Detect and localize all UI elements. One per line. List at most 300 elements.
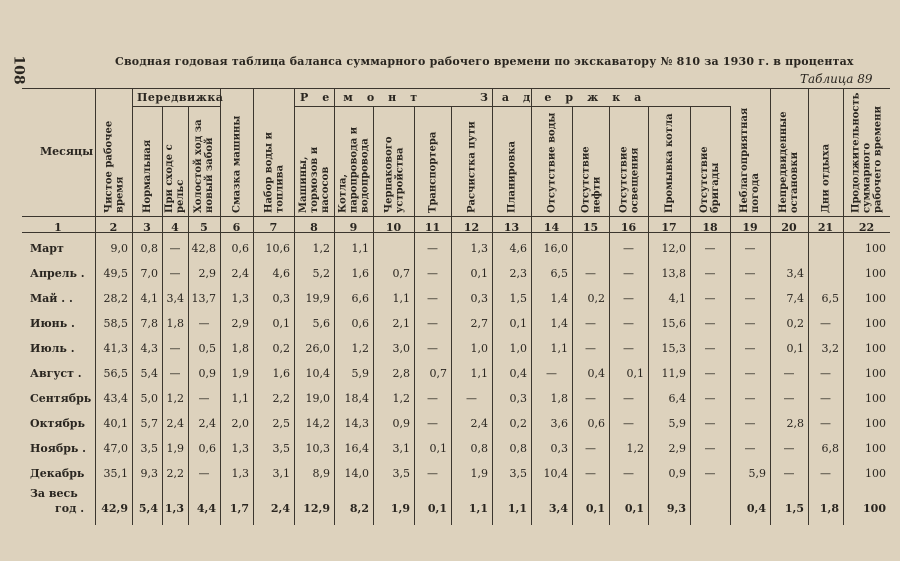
- table-cell: 3,2: [821, 342, 839, 355]
- table-cell: —: [169, 367, 181, 380]
- column-header: Нормальная: [141, 139, 153, 213]
- table-cell: 0,6: [587, 417, 605, 430]
- table-cell: 35,1: [103, 467, 128, 480]
- table-cell: 18,4: [344, 392, 369, 405]
- table-cell: —: [744, 417, 756, 430]
- table-cell: —: [704, 467, 716, 480]
- table-cell: —: [704, 367, 716, 380]
- table-cell: 1,9: [231, 367, 249, 380]
- column-rule: [572, 106, 573, 525]
- table-cell: 0,8: [140, 242, 158, 255]
- table-cell: 0,2: [509, 417, 527, 430]
- table-cell: —: [585, 442, 596, 455]
- column-header: Черпакового устройства: [382, 136, 405, 213]
- table-cell: 2,7: [470, 317, 488, 330]
- table-cell: 2,1: [392, 317, 410, 330]
- table-cell: 100: [865, 442, 886, 455]
- column-number: 9: [349, 221, 358, 234]
- month-label: Август .: [30, 367, 82, 380]
- column-header: Непредвиденные остановки: [778, 111, 800, 213]
- total-row-label: За весь: [30, 487, 78, 500]
- table-cell: —: [744, 342, 756, 355]
- column-number: 3: [143, 221, 151, 234]
- table-cell: 4,3: [140, 342, 158, 355]
- table-cell: 2,4: [231, 267, 249, 280]
- table-cell: 13,8: [661, 267, 686, 280]
- table-cell: 0,3: [272, 292, 290, 305]
- table-cell: 0,2: [587, 292, 605, 305]
- table-cell: 100: [865, 242, 886, 255]
- table-cell: 0,3: [550, 442, 568, 455]
- column-header: Расчистка пути: [466, 121, 477, 213]
- table-cell: 2,9: [198, 267, 216, 280]
- table-cell: —: [169, 342, 181, 355]
- column-header: При сходе с рельс: [164, 144, 186, 213]
- table-cell: —: [820, 317, 831, 330]
- table-cell: 10,6: [265, 242, 290, 255]
- table-cell: 1,7: [229, 502, 249, 515]
- table-cell: —: [169, 267, 181, 280]
- table-cell: 1,1: [470, 367, 488, 380]
- table-cell: 2,5: [272, 417, 290, 430]
- table-cell: —: [744, 292, 756, 305]
- table-title: Сводная годовая таблица баланса суммарного рабочего времени по экскаватору № 810 за 1930 г. в процентах: [115, 55, 854, 68]
- table-cell: 2,4: [270, 502, 290, 515]
- table-cell: 0,4: [509, 367, 527, 380]
- table-cell: 6,5: [821, 292, 839, 305]
- table-cell: 28,2: [103, 292, 128, 305]
- month-label: Октябрь: [30, 417, 85, 430]
- table-cell: 9,3: [666, 502, 686, 515]
- column-header: Дни отдыха: [820, 143, 831, 213]
- table-cell: —: [623, 317, 634, 330]
- table-cell: 5,7: [140, 417, 158, 430]
- column-header: Отсутствие бригады: [699, 146, 721, 213]
- table-cell: 1,2: [312, 242, 330, 255]
- table-cell: —: [623, 342, 634, 355]
- table-cell: —: [169, 242, 181, 255]
- table-cell: 5,4: [140, 367, 158, 380]
- table-cell: 14,3: [344, 417, 369, 430]
- table-cell: 3,5: [272, 442, 290, 455]
- table-cell: 13,7: [191, 292, 216, 305]
- table-cell: 4,1: [668, 292, 686, 305]
- table-cell: 8,9: [312, 467, 330, 480]
- table-cell: 1,5: [509, 292, 527, 305]
- table-cell: —: [704, 417, 716, 430]
- table-cell: 2,2: [272, 392, 290, 405]
- table-cell: 1,1: [468, 502, 488, 515]
- table-cell: —: [623, 417, 634, 430]
- table-cell: 1,9: [470, 467, 488, 480]
- table-cell: 16,4: [344, 442, 369, 455]
- table-cell: —: [820, 417, 831, 430]
- column-rule: [220, 88, 221, 525]
- table-cell: 100: [865, 392, 886, 405]
- table-cell: 0,4: [587, 367, 605, 380]
- table-cell: —: [427, 417, 438, 430]
- table-cell: —: [704, 342, 716, 355]
- column-rule: [334, 88, 335, 525]
- group-label-delays: Задержка: [480, 91, 656, 104]
- table-cell: —: [623, 267, 634, 280]
- column-number: 12: [463, 221, 480, 234]
- table-cell: —: [427, 467, 438, 480]
- table-cell: —: [783, 367, 795, 380]
- column-rule: [414, 106, 415, 525]
- table-cell: 3,1: [272, 467, 290, 480]
- table-cell: —: [585, 267, 596, 280]
- table-cell: —: [623, 292, 634, 305]
- table-cell: —: [704, 267, 716, 280]
- table-cell: 0,1: [624, 502, 644, 515]
- table-cell: 1,8: [819, 502, 839, 515]
- table-cell: 2,3: [509, 267, 527, 280]
- table-cell: 1,9: [390, 502, 410, 515]
- table-cell: —: [198, 317, 210, 330]
- table-cell: 0,2: [272, 342, 290, 355]
- table-cell: 15,3: [661, 342, 686, 355]
- table-cell: 1,3: [164, 502, 184, 515]
- table-cell: 100: [865, 467, 886, 480]
- table-cell: 0,9: [198, 367, 216, 380]
- column-number: 8: [310, 221, 318, 234]
- table-cell: 3,0: [392, 342, 410, 355]
- table-cell: —: [427, 342, 438, 355]
- table-cell: 7,0: [140, 267, 158, 280]
- table-cell: 19,9: [305, 292, 330, 305]
- table-cell: 58,5: [103, 317, 128, 330]
- month-label: Сентябрь: [30, 392, 92, 405]
- table-cell: 4,6: [272, 267, 290, 280]
- table-cell: —: [427, 242, 438, 255]
- table-cell: 14,0: [344, 467, 369, 480]
- page-number: 108: [10, 55, 27, 85]
- table-cell: —: [623, 467, 634, 480]
- table-cell: 100: [865, 342, 886, 355]
- table-cell: 56,5: [103, 367, 128, 380]
- table-cell: 42,9: [101, 502, 128, 515]
- column-number: 13: [503, 221, 520, 234]
- month-label: Апрель .: [30, 267, 85, 280]
- table-cell: —: [427, 267, 438, 280]
- column-rule: [843, 88, 844, 525]
- table-cell: 14,2: [305, 417, 330, 430]
- column-number: 17: [661, 221, 677, 234]
- column-rule: [609, 106, 610, 525]
- column-rule: [648, 106, 649, 525]
- table-cell: 2,4: [470, 417, 488, 430]
- table-cell: 1,2: [626, 442, 644, 455]
- table-cell: 6,8: [821, 442, 839, 455]
- table-cell: 3,4: [786, 267, 804, 280]
- table-cell: —: [783, 392, 795, 405]
- table-cell: 1,8: [231, 342, 249, 355]
- column-rule: [162, 106, 163, 525]
- column-header: Отсутствие нефти: [579, 146, 602, 213]
- table-cell: 1,1: [507, 502, 527, 515]
- table-cell: 100: [865, 292, 886, 305]
- table-cell: 0,1: [585, 502, 605, 515]
- table-cell: —: [744, 367, 756, 380]
- table-cell: 10,4: [305, 367, 330, 380]
- column-number: 14: [543, 221, 560, 234]
- table-cell: —: [427, 292, 438, 305]
- months-header: Месяцы: [40, 145, 94, 158]
- table-cell: 6,5: [550, 267, 568, 280]
- table-cell: 1,8: [166, 317, 184, 330]
- table-cell: —: [585, 467, 596, 480]
- table-cell: —: [704, 242, 716, 255]
- table-cell: 43,4: [103, 392, 128, 405]
- column-header: Продолжительность суммарного рабочего времени: [850, 92, 883, 213]
- table-cell: 0,2: [786, 317, 804, 330]
- table-cell: 12,9: [303, 502, 330, 515]
- table-cell: 15,6: [661, 317, 686, 330]
- table-cell: 1,3: [470, 242, 488, 255]
- table-cell: 3,6: [550, 417, 568, 430]
- table-cell: 1,1: [351, 242, 369, 255]
- table-cell: 1,9: [166, 442, 184, 455]
- table-cell: 2,8: [392, 367, 410, 380]
- table-cell: 1,0: [509, 342, 527, 355]
- column-rule: [188, 106, 189, 525]
- column-number: 18: [702, 221, 718, 234]
- column-header: Отсутствие освещения: [617, 146, 640, 213]
- table-cell: 3,5: [509, 467, 527, 480]
- month-label: Июль .: [30, 342, 75, 355]
- column-rule: [808, 88, 809, 525]
- table-cell: 7,8: [140, 317, 158, 330]
- table-cell: 1,4: [550, 317, 568, 330]
- table-cell: 0,5: [198, 342, 216, 355]
- table-cell: 2,0: [231, 417, 249, 430]
- column-header: Планировка: [506, 140, 517, 213]
- column-rule: [730, 106, 731, 525]
- table-cell: 0,1: [509, 317, 527, 330]
- column-rule: [294, 88, 295, 525]
- table-cell: 100: [865, 267, 886, 280]
- month-label: Декабрь: [30, 467, 85, 480]
- table-cell: —: [744, 317, 756, 330]
- table-label: Таблица 89: [800, 72, 873, 86]
- table-cell: 3,5: [140, 442, 158, 455]
- table-cell: 1,6: [272, 367, 290, 380]
- table-cell: 1,2: [351, 342, 369, 355]
- table-cell: 3,1: [392, 442, 410, 455]
- table-cell: 1,3: [231, 467, 249, 480]
- table-cell: 16,0: [543, 242, 568, 255]
- table-cell: 0,9: [668, 467, 686, 480]
- column-number: 22: [858, 221, 875, 234]
- table-cell: —: [744, 242, 756, 255]
- column-number: 7: [269, 221, 278, 234]
- table-cell: 2,4: [166, 417, 184, 430]
- table-cell: —: [198, 467, 210, 480]
- table-cell: 0,1: [470, 267, 488, 280]
- table-cell: 9,3: [140, 467, 158, 480]
- table-cell: 0,7: [429, 367, 447, 380]
- table-cell: 47,0: [103, 442, 128, 455]
- column-number: 6: [232, 221, 241, 234]
- table-cell: 0,8: [470, 442, 488, 455]
- table-cell: 40,1: [103, 417, 128, 430]
- table-cell: 3,4: [166, 292, 184, 305]
- table-cell: —: [820, 367, 831, 380]
- column-header: Неблагоприятная погода: [739, 107, 761, 213]
- column-rule: [132, 88, 133, 525]
- table-cell: 0,1: [272, 317, 290, 330]
- table-cell: 49,5: [103, 267, 128, 280]
- table-cell: 5,9: [351, 367, 369, 380]
- table-cell: 19,0: [305, 392, 330, 405]
- table-cell: 5,4: [138, 502, 158, 515]
- table-cell: —: [427, 317, 438, 330]
- table-cell: 41,3: [103, 342, 128, 355]
- table-cell: 0,9: [392, 417, 410, 430]
- table-cell: 100: [865, 367, 886, 380]
- table-cell: 1,3: [231, 292, 249, 305]
- group-label-relocation: Передвижка: [137, 91, 224, 104]
- table-cell: —: [704, 442, 716, 455]
- table-cell: 0,6: [198, 442, 216, 455]
- table-cell: 0,1: [786, 342, 804, 355]
- table-cell: 1,1: [550, 342, 568, 355]
- table-cell: —: [783, 442, 795, 455]
- table-cell: 0,4: [746, 502, 766, 515]
- column-rule: [95, 88, 96, 525]
- column-rule: [770, 88, 771, 525]
- table-cell: 0,1: [427, 502, 447, 515]
- table-top-rule: [22, 88, 890, 89]
- table-cell: —: [198, 392, 210, 405]
- column-number: 2: [109, 221, 118, 234]
- column-header: Холостой ход за новый забой: [193, 119, 215, 213]
- column-header: Набор воды и топлива: [262, 132, 285, 213]
- table-cell: 100: [865, 417, 886, 430]
- table-cell: 0,6: [351, 317, 369, 330]
- table-cell: —: [704, 392, 716, 405]
- table-cell: 4,4: [196, 502, 216, 515]
- table-cell: 2,4: [198, 417, 216, 430]
- table-cell: 2,8: [786, 417, 804, 430]
- table-cell: 8,2: [349, 502, 369, 515]
- table-cell: 1,6: [351, 267, 369, 280]
- table-cell: 0,1: [429, 442, 447, 455]
- table-cell: 1,2: [392, 392, 410, 405]
- table-cell: 6,6: [351, 292, 369, 305]
- table-cell: 10,3: [305, 442, 330, 455]
- column-rule: [492, 88, 493, 525]
- column-header: Машины, тормозов и насосов: [297, 146, 331, 213]
- table-cell: 5,6: [312, 317, 330, 330]
- table-cell: 100: [863, 502, 886, 515]
- group-label-repair: Ремонт: [300, 91, 432, 104]
- table-cell: —: [546, 367, 557, 380]
- table-cell: 5,9: [748, 467, 766, 480]
- column-number: 5: [200, 221, 208, 234]
- table-cell: 1,2: [166, 392, 184, 405]
- column-number: 15: [582, 221, 599, 234]
- group-rule-relocation: [132, 106, 220, 107]
- table-cell: —: [820, 467, 831, 480]
- table-cell: 0,8: [509, 442, 527, 455]
- table-cell: 7,4: [786, 292, 804, 305]
- table-cell: 1,1: [392, 292, 410, 305]
- table-cell: 1,5: [784, 502, 804, 515]
- table-cell: —: [623, 242, 634, 255]
- column-header: Котла, паропровода и водопровода: [337, 126, 370, 213]
- table-cell: —: [585, 317, 596, 330]
- table-cell: 0,3: [470, 292, 488, 305]
- table-cell: —: [704, 292, 716, 305]
- table-cell: —: [744, 267, 756, 280]
- table-cell: 100: [865, 317, 886, 330]
- column-rule: [451, 106, 452, 525]
- column-rule: [531, 88, 532, 525]
- column-rule: [690, 106, 691, 525]
- column-number: 21: [817, 221, 834, 234]
- month-label: Май . .: [30, 292, 73, 305]
- table-cell: 0,1: [626, 367, 644, 380]
- table-cell: 3,5: [392, 467, 410, 480]
- column-number: 20: [781, 221, 797, 234]
- table-cell: 2,2: [166, 467, 184, 480]
- table-cell: 5,0: [140, 392, 158, 405]
- column-header: Чистое рабочее время: [102, 120, 125, 213]
- table-cell: 0,7: [392, 267, 410, 280]
- column-rule: [253, 88, 254, 525]
- table-cell: —: [820, 392, 831, 405]
- table-cell: 3,4: [548, 502, 568, 515]
- column-header: Промывка котла: [663, 113, 675, 213]
- table-cell: —: [585, 342, 596, 355]
- header-bottom-rule: [22, 216, 890, 217]
- table-cell: —: [704, 317, 716, 330]
- column-number: 10: [385, 221, 402, 234]
- table-cell: 10,4: [543, 467, 568, 480]
- table-cell: 26,0: [305, 342, 330, 355]
- table-cell: 0,3: [509, 392, 527, 405]
- column-number: 11: [424, 221, 441, 234]
- table-cell: —: [744, 442, 756, 455]
- month-label: Ноябрь .: [30, 442, 87, 455]
- table-cell: 1,1: [231, 392, 249, 405]
- table-cell: —: [427, 392, 438, 405]
- column-header: Транспортера: [427, 131, 438, 213]
- table-cell: 9,0: [110, 242, 128, 255]
- column-header: Отсутствие воды: [546, 112, 557, 213]
- table-cell: 4,1: [140, 292, 158, 305]
- table-cell: 12,0: [661, 242, 686, 255]
- month-label: Июнь .: [30, 317, 75, 330]
- table-cell: 1,4: [550, 292, 568, 305]
- table-cell: 1,8: [550, 392, 568, 405]
- table-cell: 1,3: [231, 442, 249, 455]
- total-row-label: год .: [55, 502, 85, 515]
- month-label: Март: [30, 242, 64, 255]
- table-cell: —: [783, 467, 795, 480]
- table-cell: 0,6: [231, 242, 249, 255]
- table-cell: 11,9: [661, 367, 686, 380]
- table-cell: —: [744, 392, 756, 405]
- table-cell: 5,9: [668, 417, 686, 430]
- column-header: Смазка машины: [231, 115, 242, 213]
- column-number: 16: [620, 221, 637, 234]
- table-cell: —: [466, 392, 477, 405]
- table-cell: —: [585, 392, 596, 405]
- table-cell: 42,8: [191, 242, 216, 255]
